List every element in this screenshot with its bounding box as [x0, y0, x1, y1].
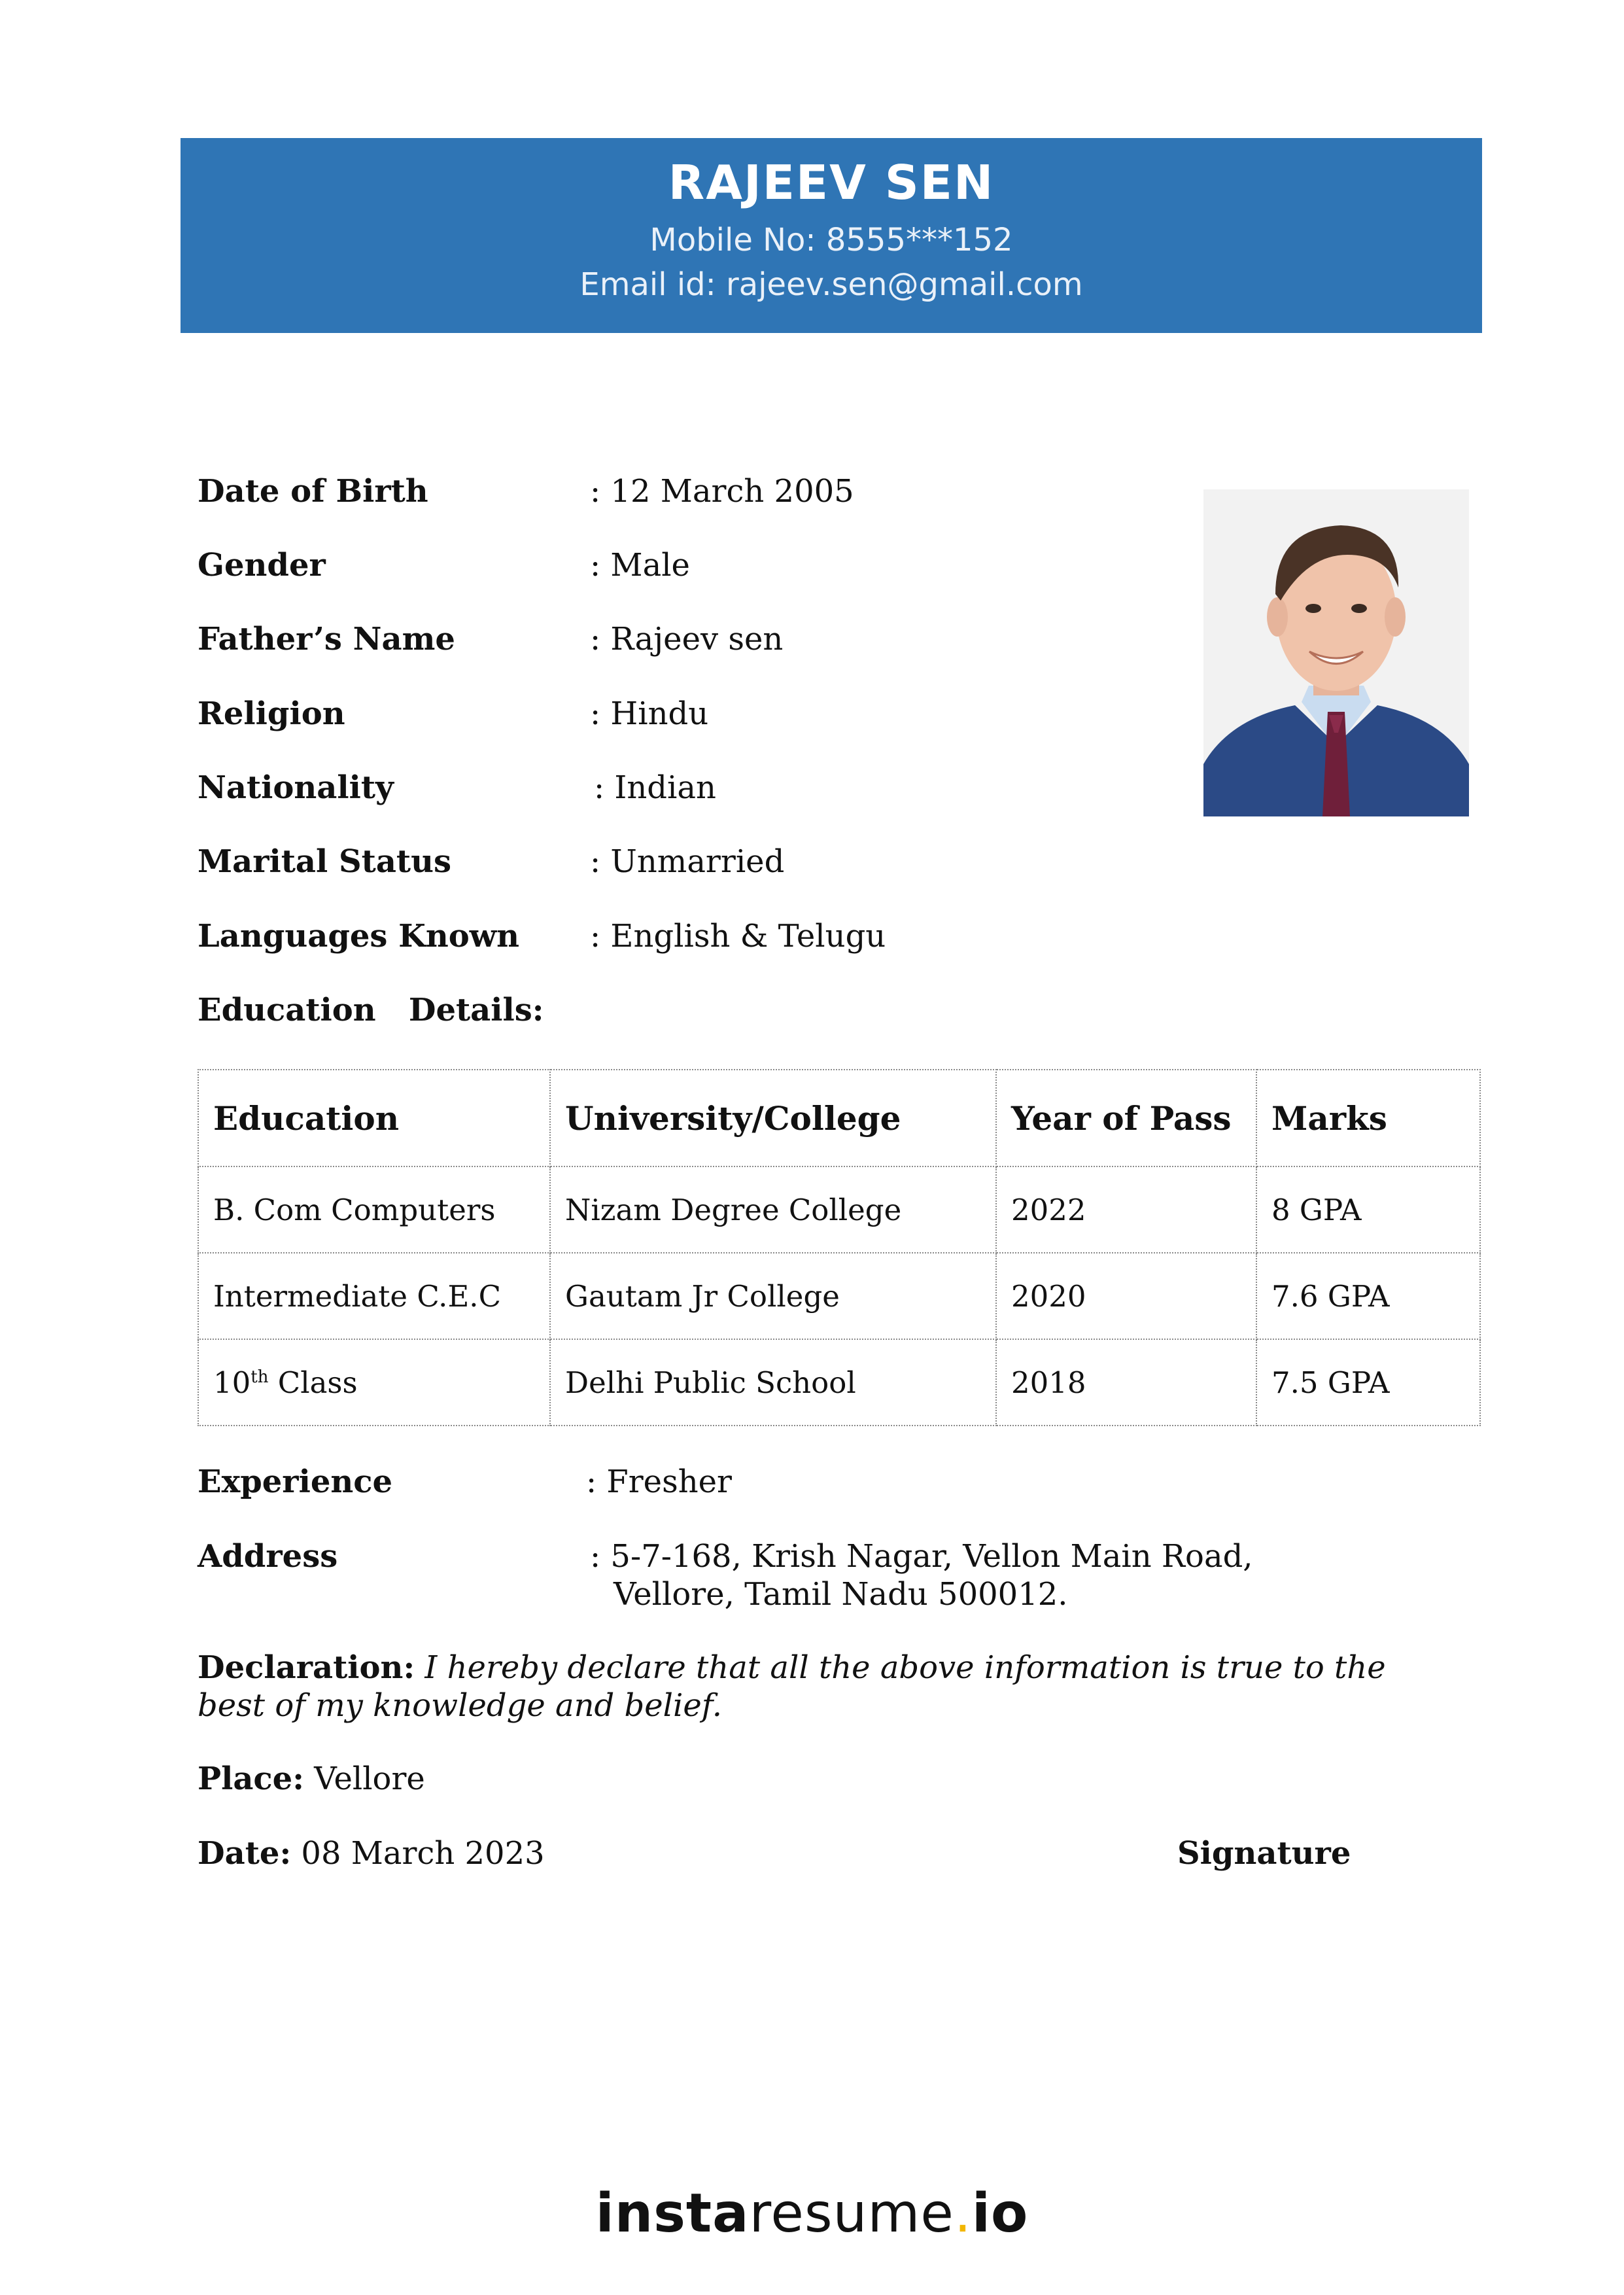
date-value: 08 March 2023 [291, 1835, 545, 1872]
declaration-label: Declaration: [198, 1649, 415, 1686]
education-table [198, 1069, 1481, 1426]
declaration [198, 1649, 1427, 1725]
dob-label: Date of Birth [198, 473, 428, 510]
date-label: Date: [198, 1835, 292, 1872]
mobile-number: Mobile No: 8555***152 [649, 222, 1013, 258]
column-header: Education [198, 1070, 550, 1166]
table-cell: Nizam Degree College [550, 1166, 996, 1253]
table-cell: Intermediate C.E.C [198, 1253, 550, 1339]
table-cell: 2020 [996, 1253, 1256, 1339]
place-row [198, 1760, 425, 1798]
instaresume-logo [0, 2182, 1624, 2245]
education-heading: Education Details: [198, 992, 544, 1028]
gender-value: : Male [590, 547, 690, 584]
table-header-row [198, 1070, 1480, 1166]
ordinal-suffix: th [251, 1367, 269, 1387]
marital-status-value: : Unmarried [590, 843, 785, 880]
email-id: Email id: rajeev.sen@gmail.com [579, 266, 1083, 303]
declaration-text: I hereby declare that all the above information is true to the best of my knowledge and belief. [198, 1649, 1396, 1724]
logo-light-part: resume [749, 2182, 954, 2245]
signature-label: Signature [1177, 1835, 1351, 1872]
place-label: Place: [198, 1761, 304, 1797]
religion-value: : Hindu [590, 695, 709, 732]
nationality-value: : Indian [594, 769, 716, 806]
table-cell: B. Com Computers [198, 1166, 550, 1253]
column-header: Marks [1256, 1070, 1480, 1166]
table-cell: 8 GPA [1256, 1166, 1480, 1253]
column-header: Year of Pass [996, 1070, 1256, 1166]
experience-label: Experience [198, 1463, 393, 1500]
languages-label: Languages Known [198, 918, 519, 955]
table-cell: 2018 [996, 1339, 1256, 1426]
father-name-value: : Rajeev sen [590, 621, 784, 657]
table-cell [198, 1339, 550, 1426]
table-row [198, 1253, 1480, 1339]
nationality-label: Nationality [198, 769, 394, 806]
table-cell: 7.5 GPA [1256, 1339, 1480, 1426]
logo-tld: io [971, 2182, 1029, 2245]
table-cell: Delhi Public School [550, 1339, 996, 1426]
candidate-name: RAJEEV SEN [668, 155, 995, 210]
religion-label: Religion [198, 695, 345, 732]
experience-value: : Fresher [586, 1463, 732, 1500]
table-cell: 2022 [996, 1166, 1256, 1253]
column-header: University/College [550, 1070, 996, 1166]
languages-value: : English & Telugu [590, 918, 886, 955]
table-cell: 7.6 GPA [1256, 1253, 1480, 1339]
resume-header [181, 138, 1482, 333]
table-row [198, 1339, 1480, 1426]
class-number: 10 [213, 1365, 251, 1400]
logo-bold-part: insta [595, 2182, 750, 2245]
address-label: Address [198, 1538, 338, 1575]
address-line-1: : 5-7-168, Krish Nagar, Vellon Main Road, [590, 1538, 1253, 1575]
class-word: Class [268, 1365, 358, 1400]
date-row [198, 1834, 545, 1872]
dob-value: : 12 March 2005 [590, 473, 854, 510]
place-value: Vellore [303, 1761, 425, 1797]
father-name-label: Father’s Name [198, 621, 455, 657]
gender-label: Gender [198, 547, 326, 584]
profile-photo [1203, 489, 1469, 816]
address-line-2: Vellore, Tamil Nadu 500012. [613, 1576, 1068, 1613]
logo-dot: . [954, 2182, 972, 2245]
marital-status-label: Marital Status [198, 843, 452, 880]
table-row [198, 1166, 1480, 1253]
table-cell: Gautam Jr College [550, 1253, 996, 1339]
